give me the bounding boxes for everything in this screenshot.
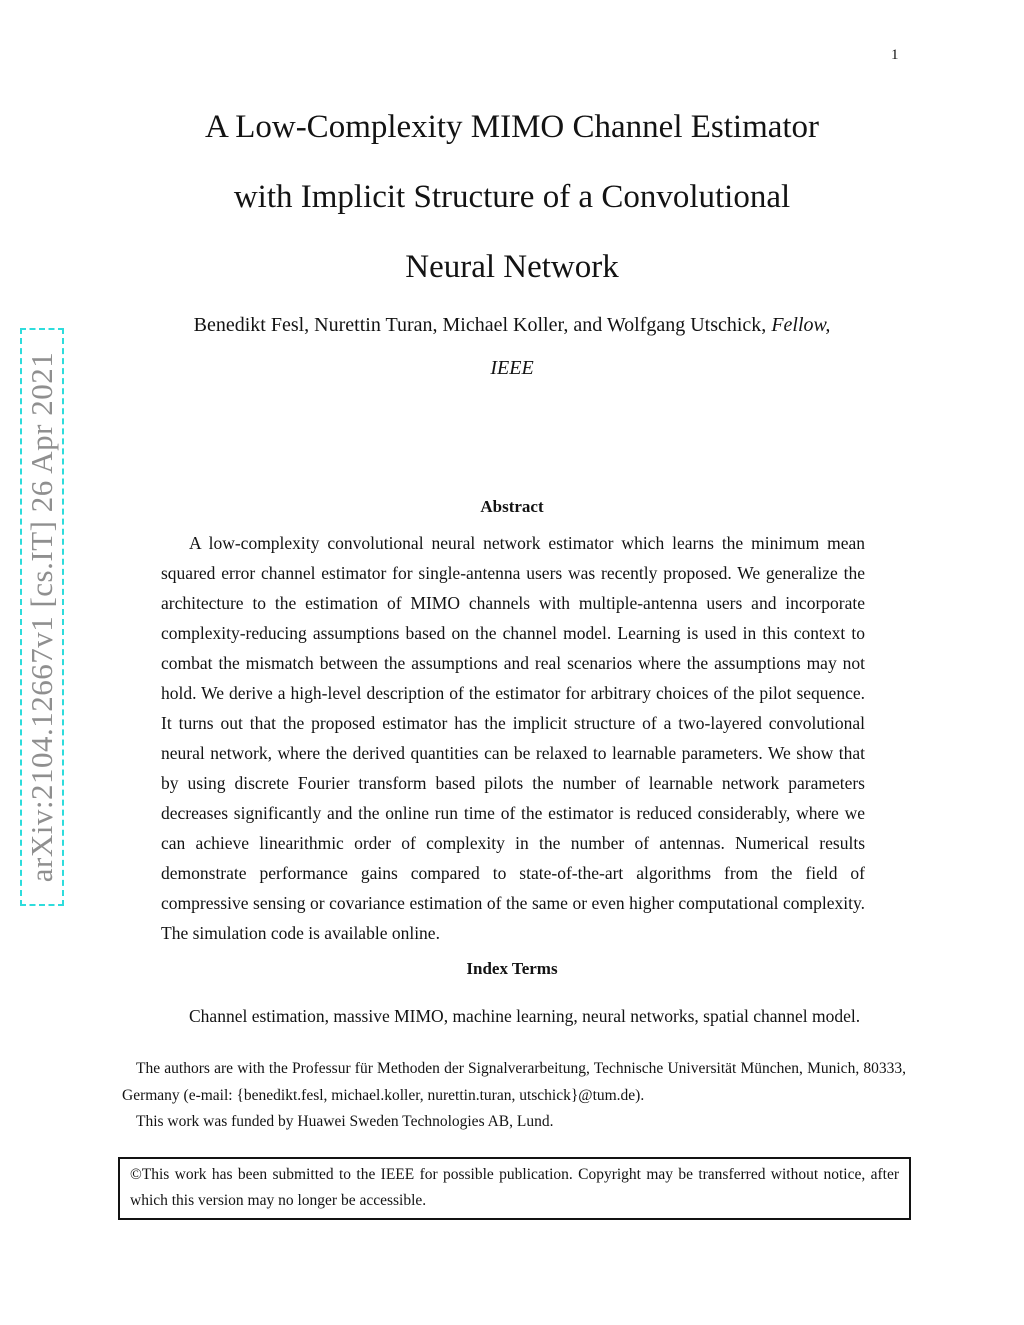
footnotes (122, 1056, 906, 1136)
author-honorific-ieee: IEEE (490, 357, 534, 379)
submission-notice-box (118, 1157, 911, 1220)
page-number: 1 (891, 47, 899, 63)
paper-title-line-1: A Low-Complexity MIMO Channel Estimator (204, 109, 820, 145)
author-honorific-fellow: Fellow, (771, 314, 831, 336)
submission-notice-text: ©This work has been submitted to the IEEE for possible publication. Copyright may be transferred without notice, after which this version may no longer be accessible. (130, 1166, 899, 1209)
affiliation-footnote: The authors are with the Professur für Methoden der Signalverarbeitung, Technische Universität München, Munich, 80333, Germany (e-mail: {benedikt.fesl, michael.koller, nurettin.turan, utschick}@tum.de). (122, 1060, 906, 1104)
abstract-heading: Abstract (480, 497, 544, 516)
index-terms-heading: Index Terms (466, 959, 558, 978)
paper-title-line-3: Neural Network (405, 249, 619, 285)
index-terms-text: Channel estimation, massive MIMO, machine learning, neural networks, spatial channel model. (189, 1006, 861, 1026)
arxiv-watermark (20, 328, 64, 906)
funding-footnote: This work was funded by Huawei Sweden Technologies AB, Lund. (136, 1113, 554, 1130)
author-line-1 (0, 304, 1024, 347)
author-list (0, 304, 1024, 390)
abstract-text: A low-complexity convolutional neural network estimator which learns the minimum mean squared error channel estimator for single-antenna users was recently proposed. We generalize the architecture to the estimation of MIMO channels with multiple-antenna users and incorporate complexity-reducing assumptions based on the channel model. Learning is used in this context to combat the mismatch between the assumptions and real scenarios where the assumptions may not hold. We derive a high-level description of the estimator for arbitrary choices of the pilot sequence. It turns out that the proposed estimator has the implicit structure of a two-layered convolutional neural network, where the derived quantities can be relaxed to learnable parameters. We show that by using discrete Fourier transform based pilots the number of learnable network parameters decreases significantly and the online run time of the estimator is reduced considerably, where we can achieve linearithmic order of complexity in the number of antennas. Numerical results demonstrate performance gains compared to state-of-the-art algorithms from the field of compressive sensing or covariance estimation of the same or even higher computational complexity. The simulation code is available online. (161, 533, 865, 943)
paper-title-line-2: with Implicit Structure of a Convolutional (233, 179, 791, 215)
author-names: Benedikt Fesl, Nurettin Turan, Michael Koller, and Wolfgang Utschick, (193, 314, 767, 336)
paper-title (0, 92, 1024, 302)
arxiv-watermark-text: arXiv:2104.12667v1 [cs.IT] 26 Apr 2021 (24, 351, 59, 883)
